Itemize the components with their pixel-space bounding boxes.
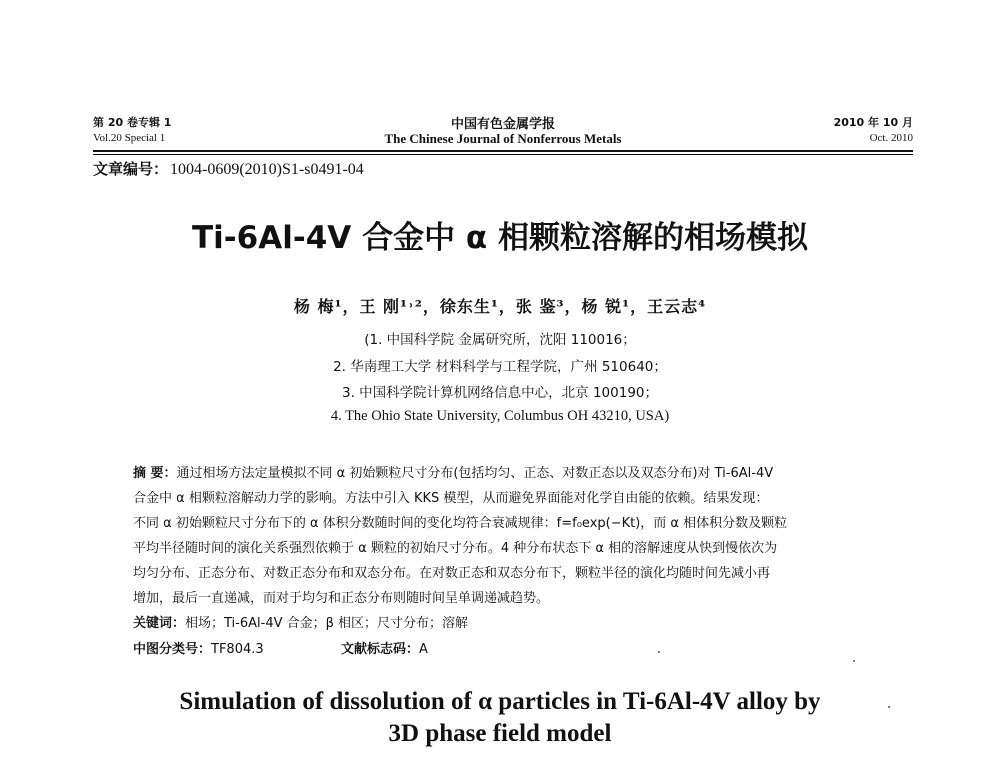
abstract-line: 平均半径随时间的演化关系强烈依赖于 α 颗粒的初始尺寸分布。4 种分布状态下 α 相的溶解速度从快到慢依次为 [133,541,778,556]
affiliation-4: 4. The Ohio State University, Columbus OH 43210, USA) [330,408,670,424]
abstract-text: 通过相场方法定量模拟不同 α 初始颗粒尺寸分布(包括均匀、正态、对数正态以及双态分布)对 Ti-6Al-4V [176,466,774,481]
header-rule-thick [93,150,913,152]
journal-header-en [93,132,913,148]
journal-name-cn: 中国有色金属学报 [450,117,555,132]
journal-header-cn [93,114,913,130]
journal-name-en: The Chinese Journal of Nonferrous Metals [384,131,622,146]
document-code-label: 文献标志码： [341,642,420,657]
scan-speck [658,651,660,653]
classification-value: TF804.3 [211,642,264,657]
abstract-line [133,461,873,486]
abstract [133,461,873,611]
abstract-line: 增加，最后一直递减，而对于均匀和正态分布则随时间呈单调递减趋势。 [133,591,550,606]
paper-title-en-line-2: 3D phase field model [388,720,612,747]
abstract-line: 合金中 α 相颗粒溶解动力学的影响。方法中引入 KKS 模型，从而避免界面能对化学自由能的依赖。结果发现： [133,491,769,506]
header-rule-thin [93,154,913,155]
author-list: 杨 梅¹，王 刚¹˒²，徐东生¹，张 鉴³，杨 锐¹，王云志⁴ [293,297,707,316]
keywords-value: 相场；Ti-6Al-4V 合金；β 相区；尺寸分布；溶解 [185,616,469,631]
keywords-label: 关键词： [133,616,186,631]
abstract-label: 摘 要： [133,466,177,481]
affiliation-2: 2. 华南理工大学 材料科学与工程学院，广州 510640； [333,359,667,375]
date-cn: 2010 年 10 月 [833,116,913,129]
scan-speck [853,660,855,662]
document-code-value: A [419,642,428,657]
keywords [133,612,468,631]
paper-title-en [0,686,1000,750]
volume-en: Vol.20 Special 1 [93,132,166,144]
affiliation-3: 3. 中国科学院计算机网络信息中心，北京 100190； [342,385,658,401]
abstract-line: 不同 α 初始颗粒尺寸分布下的 α 体积分数随时间的变化均符合衰减规律：f=f₀exp(−Kt)，而 α 相体积分数及颗粒 [133,516,788,531]
paper-title-en-line-1: Simulation of dissolution of α particles in Ti-6Al-4V alloy by [179,688,821,715]
date-en: Oct. 2010 [869,132,913,144]
scan-speck [888,706,890,708]
affiliation-1: (1. 中国科学院 金属研究所，沈阳 110016； [364,332,636,348]
article-number [93,158,364,179]
article-number-value: 1004-0609(2010)S1-s0491-04 [170,161,364,178]
document-code [341,638,428,657]
classification [133,638,428,657]
abstract-line: 均匀分布、正态分布、对数正态分布和双态分布。在对数正态和双态分布下，颗粒半径的演化均随时间先减小再 [133,566,771,581]
volume-cn: 第 20 卷专辑 1 [93,116,172,129]
article-number-label: 文章编号： [93,160,169,178]
classification-label: 中图分类号： [133,642,212,657]
paper-title-cn: Ti-6Al-4V 合金中 α 相颗粒溶解的相场模拟 [192,220,808,256]
